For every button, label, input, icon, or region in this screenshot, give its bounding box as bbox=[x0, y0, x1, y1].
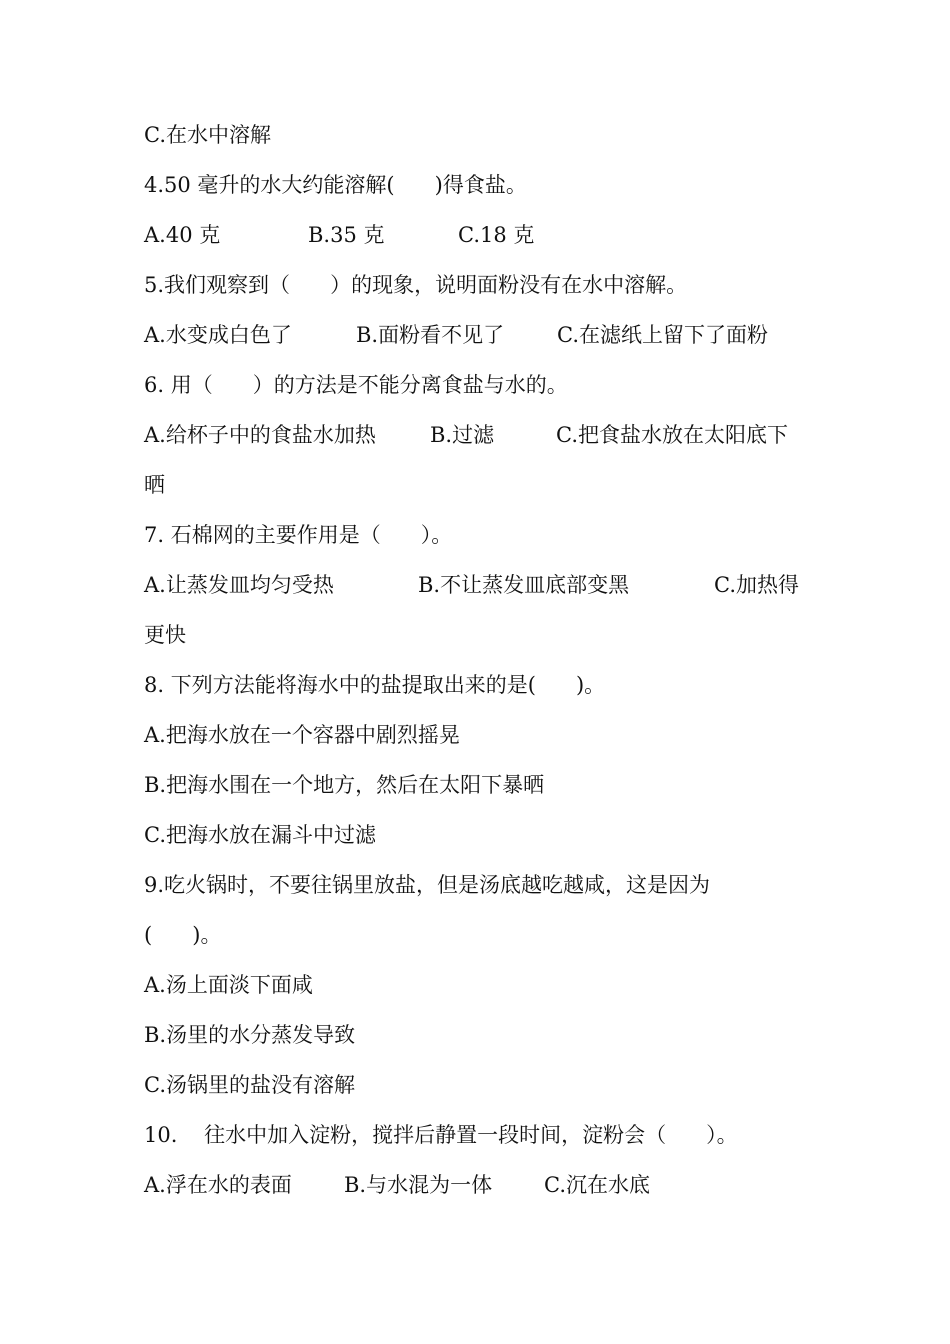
q5-option-b: B.面粉看不见了 bbox=[356, 323, 505, 347]
q7-option-b: B.不让蒸发皿底部变黑 bbox=[418, 573, 630, 597]
q4-option-a: A.40 克 bbox=[144, 223, 221, 247]
q8-option-a: A.把海水放在一个容器中剧烈摇晃 bbox=[144, 723, 460, 747]
q9-option-a: A.汤上面淡下面咸 bbox=[144, 973, 313, 997]
q9-option-b: B.汤里的水分蒸发导致 bbox=[144, 1023, 356, 1047]
question-10: 10. 往水中加入淀粉，搅拌后静置一段时间，淀粉会（ ）。 bbox=[144, 1123, 738, 1147]
question-4: 4.50 毫升的水大约能溶解( )得食盐。 bbox=[144, 173, 527, 197]
q7-option-c: C.加热得 bbox=[714, 573, 799, 597]
q5-option-c: C.在滤纸上留下了面粉 bbox=[557, 323, 768, 347]
q8-option-c: C.把海水放在漏斗中过滤 bbox=[144, 823, 376, 847]
question-5: 5.我们观察到（ ）的现象，说明面粉没有在水中溶解。 bbox=[144, 273, 688, 297]
q8-option-b: B.把海水围在一个地方，然后在太阳下暴晒 bbox=[144, 773, 545, 797]
question-10-options bbox=[144, 1170, 844, 1290]
q6-option-c: C.把食盐水放在太阳底下 bbox=[556, 423, 788, 447]
q4-option-c: C.18 克 bbox=[458, 223, 535, 247]
question-7-options-continued: 更快 bbox=[144, 623, 186, 647]
q5-option-a: A.水变成白色了 bbox=[144, 323, 292, 347]
q10-option-c: C.沉在水底 bbox=[544, 1173, 650, 1197]
q6-option-a: A.给杯子中的食盐水加热 bbox=[144, 423, 376, 447]
question-6-options-continued: 晒 bbox=[144, 473, 165, 497]
question-8: 8. 下列方法能将海水中的盐提取出来的是( )。 bbox=[144, 673, 606, 697]
q3-option-c: C.在水中溶解 bbox=[144, 123, 271, 147]
q10-option-b: B.与水混为一体 bbox=[344, 1173, 493, 1197]
q7-option-a: A.让蒸发皿均匀受热 bbox=[144, 573, 334, 597]
question-9: 9.吃火锅时，不要往锅里放盐，但是汤底越吃越咸，这是因为 bbox=[144, 873, 711, 897]
question-7: 7. 石棉网的主要作用是（ ）。 bbox=[144, 523, 453, 547]
question-9-continued: ( )。 bbox=[144, 923, 222, 947]
q10-option-a: A.浮在水的表面 bbox=[144, 1173, 292, 1197]
q6-option-b: B.过滤 bbox=[430, 423, 495, 447]
question-6: 6. 用（ ）的方法是不能分离食盐与水的。 bbox=[144, 373, 568, 397]
q9-option-c: C.汤锅里的盐没有溶解 bbox=[144, 1073, 355, 1097]
q4-option-b: B.35 克 bbox=[308, 223, 385, 247]
